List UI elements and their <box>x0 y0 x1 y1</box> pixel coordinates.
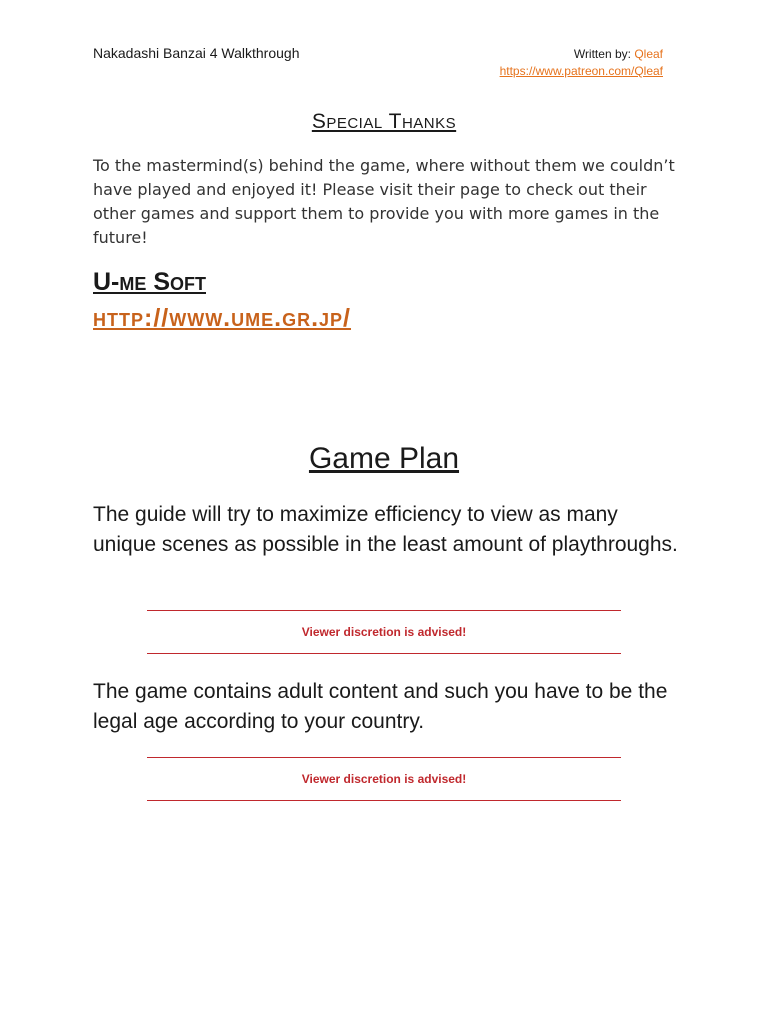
developer-link[interactable]: http://www.ume.gr.jp/ <box>93 304 351 332</box>
warning-text: Viewer discretion is advised! <box>301 772 467 786</box>
developer-name: U-me Soft <box>93 268 206 296</box>
patreon-link[interactable]: https://www.patreon.com/Qleaf <box>499 64 663 78</box>
game-plan-heading: Game Plan <box>308 442 460 475</box>
author-name: Qleaf <box>634 47 663 61</box>
warning-text: Viewer discretion is advised! <box>301 625 467 639</box>
author-block <box>500 46 663 80</box>
special-thanks-body: To the mastermind(s) behind the game, where without them we couldn’t have played and enjoyed it! Please visit their page to check out their other games and support them to provide you with more games in the future! <box>93 156 675 247</box>
document-title: Nakadashi Banzai 4 Walkthrough <box>93 45 300 61</box>
written-by-label: Written by: <box>573 47 631 61</box>
special-thanks-heading: Special Thanks <box>311 110 457 133</box>
discretion-warning-2 <box>147 757 621 801</box>
game-plan-paragraph-1: The guide will try to maximize efficiency to view as many unique scenes as possible in the least amount of playthroughs. <box>93 503 678 556</box>
game-plan-paragraph-2: The game contains adult content and such you have to be the legal age according to your country. <box>93 680 668 733</box>
discretion-warning-1 <box>147 610 621 654</box>
